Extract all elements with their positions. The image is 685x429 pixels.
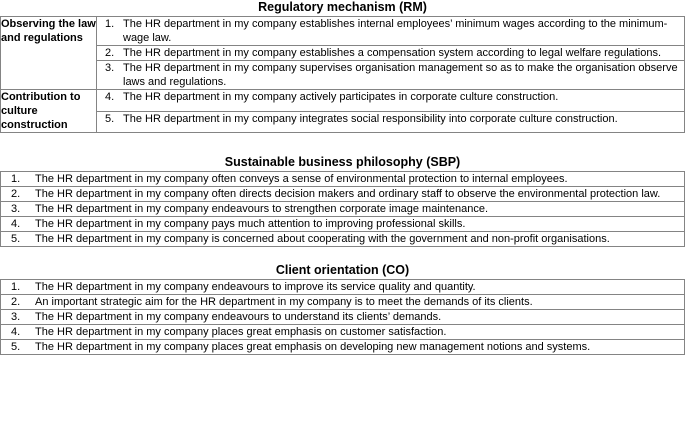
rm-title: Regulatory mechanism (RM) — [258, 0, 427, 14]
list-item — [97, 17, 684, 45]
item-text: An important strategic aim for the HR department in my company is to meet the demands of its clients. — [35, 296, 533, 308]
table-row — [1, 61, 685, 90]
item-number: 1. — [105, 18, 115, 30]
co-item-4 — [1, 325, 685, 340]
list-item — [1, 202, 684, 216]
item-number: 2. — [11, 296, 21, 308]
table-row — [1, 232, 685, 247]
sbp-item-5 — [1, 232, 685, 247]
sbp-item-1 — [1, 172, 685, 187]
item-text: The HR department in my company places great emphasis on customer satisfaction. — [35, 326, 447, 338]
item-text: The HR department in my company establishes a compensation system according to legal welfare regulations. — [123, 47, 662, 59]
sbp-title: Sustainable business philosophy (SBP) — [224, 155, 461, 169]
list-item — [1, 217, 684, 231]
rm-item-2 — [97, 46, 685, 61]
table-row — [1, 217, 685, 232]
item-text: The HR department in my company integrates social responsibility into corporate culture construction. — [123, 112, 618, 125]
table-row — [1, 187, 685, 202]
item-number: 5. — [11, 341, 21, 353]
item-text: The HR department in my company often directs decision makers and ordinary staff to observe the environmental protection law. — [35, 188, 661, 200]
item-number: 2. — [11, 188, 21, 200]
sbp-item-3 — [1, 202, 685, 217]
section-client-orientation — [0, 264, 685, 355]
table-row — [1, 295, 685, 310]
co-item-2 — [1, 295, 685, 310]
sbp-table — [0, 171, 685, 247]
table-row — [1, 17, 685, 46]
list-item — [1, 172, 684, 186]
rm-item-4 — [97, 90, 685, 112]
item-number: 4. — [11, 326, 21, 338]
item-number: 1. — [11, 281, 21, 293]
item-number: 3. — [11, 203, 21, 215]
rm-table — [0, 16, 685, 133]
item-number: 4. — [105, 91, 115, 103]
list-item — [97, 61, 684, 89]
item-text: The HR department in my company supervises organisation management so as to make the organisation observe laws and regulations. — [123, 62, 678, 88]
list-item — [1, 187, 684, 201]
item-text: The HR department in my company actively participates in corporate culture construction. — [123, 91, 559, 103]
item-text: The HR department in my company places great emphasis on developing new management notions and systems. — [35, 341, 591, 353]
item-text: The HR department in my company pays much attention to improving professional skills. — [35, 218, 466, 230]
item-text: The HR department in my company endeavours to strengthen corporate image maintenance. — [35, 203, 489, 215]
item-number: 5. — [105, 112, 115, 125]
list-item — [1, 310, 684, 324]
table-row — [1, 310, 685, 325]
table-row — [1, 340, 685, 355]
table-row — [1, 111, 685, 133]
list-item — [97, 112, 684, 126]
list-item — [1, 340, 684, 354]
rm-item-5 — [97, 111, 685, 133]
item-text: The HR department in my company endeavours to understand its clients’ demands. — [35, 311, 442, 323]
list-item — [1, 280, 684, 294]
item-number: 3. — [11, 311, 21, 323]
list-item — [1, 232, 684, 246]
rm-group-label-observing-law: Observing the law and regulations — [1, 17, 97, 90]
item-number: 4. — [11, 218, 21, 230]
item-number: 3. — [105, 62, 115, 74]
list-item — [97, 46, 684, 60]
table-row — [1, 172, 685, 187]
rm-item-1 — [97, 17, 685, 46]
table-row — [1, 325, 685, 340]
list-item — [1, 295, 684, 309]
co-item-3 — [1, 310, 685, 325]
co-item-1 — [1, 280, 685, 295]
table-row — [1, 46, 685, 61]
co-table — [0, 279, 685, 355]
list-item — [97, 90, 684, 104]
sbp-item-4 — [1, 217, 685, 232]
sbp-item-2 — [1, 187, 685, 202]
item-text: The HR department in my company endeavours to improve its service quality and quantity. — [35, 281, 476, 293]
co-title: Client orientation (CO) — [275, 263, 410, 277]
item-number: 2. — [105, 47, 115, 59]
item-text: The HR department in my company often conveys a sense of environmental protection to internal employees. — [35, 173, 568, 185]
table-row — [1, 90, 685, 112]
item-text: The HR department in my company is concerned about cooperating with the government and non-profit organisations. — [35, 233, 610, 245]
item-number: 1. — [11, 173, 21, 185]
item-text: The HR department in my company establishes internal employees’ minimum wages according to the minimum-wage law. — [123, 18, 668, 44]
section-sustainable-business-philosophy — [0, 156, 685, 247]
item-number: 5. — [11, 233, 21, 245]
rm-item-3 — [97, 61, 685, 90]
list-item — [1, 325, 684, 339]
table-row — [1, 280, 685, 295]
rm-group-label-culture-construction: Contribution to culture construction — [1, 90, 97, 133]
section-regulatory-mechanism — [0, 0, 685, 133]
co-item-5 — [1, 340, 685, 355]
table-row — [1, 202, 685, 217]
